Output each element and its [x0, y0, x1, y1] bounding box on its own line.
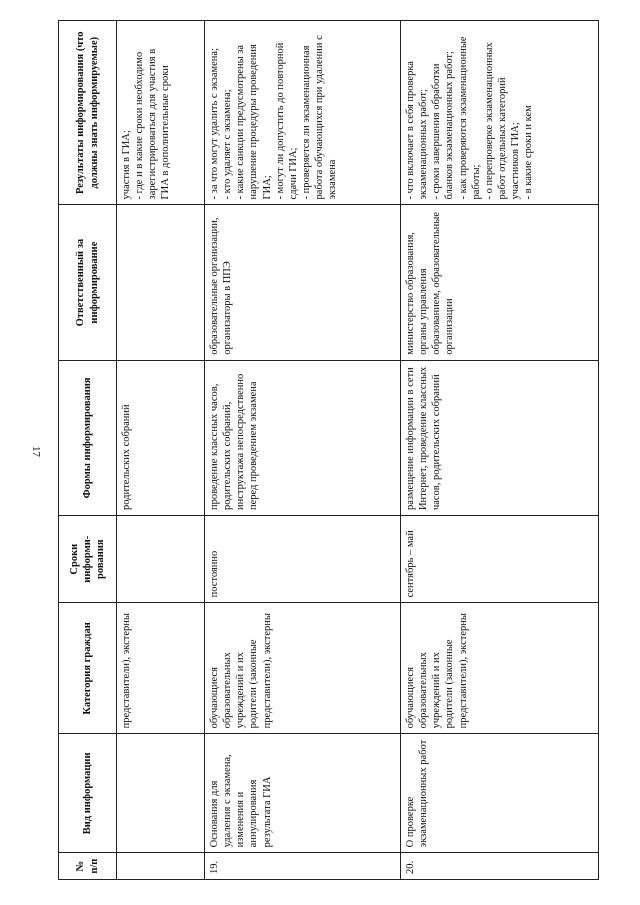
cell-category: представители), экстерны — [117, 603, 205, 734]
cell-responsible: министерство образования, органы управления образованием, образовательные организации — [401, 205, 599, 360]
cell-responsible — [117, 205, 205, 360]
cell-forms: проведение классных часов, родительских собраний, инструктажа непосредственно перед проведением экзамена — [205, 360, 401, 515]
cell-num — [117, 853, 205, 880]
result-line: - где и в какие сроки необходимо зарегистрироваться для участия в ГИА в дополнительные сроки — [134, 48, 172, 200]
header-forms: Формы информирования — [59, 360, 117, 515]
table-row — [205, 21, 401, 880]
result-line: - кто удаляет с экзамена; — [222, 89, 234, 200]
cell-results — [117, 21, 205, 205]
header-timing: Сроки информи-рования — [59, 516, 117, 603]
result-line: - за что могут удалить с экзамена; — [209, 48, 220, 200]
result-line: - какие санкции предусмотрены за нарушение процедуры проведения ГИА; — [235, 44, 273, 200]
cell-results — [401, 21, 599, 205]
cell-timing: сентябрь – май — [401, 516, 599, 603]
cell-type: Основания для удаления с экзамена, изменения и аннулирования результата ГИА — [205, 734, 401, 853]
header-category: Категория граждан — [59, 603, 117, 734]
table-row — [401, 21, 599, 880]
cell-type: О проверке экзаменационных работ — [401, 734, 599, 853]
page-number: 17 — [30, 446, 42, 457]
result-line: - о перепроверке экзаменационных работ отдельных категорий участников ГИА; — [483, 42, 521, 200]
result-line: - как проверяются экзаменационные работы; — [457, 36, 482, 200]
header-type: Вид информации — [59, 734, 117, 853]
result-line: - в какие сроки и кем — [523, 105, 535, 200]
table-header-row — [59, 21, 117, 880]
cell-responsible: образовательные организации, организаторы в ППЭ — [205, 205, 401, 360]
cell-type — [117, 734, 205, 853]
result-line: - сроки завершения обработки бланков экзаменационных работ; — [431, 51, 456, 200]
cell-num: 19. — [205, 853, 401, 880]
header-results: Результаты информирования (что должны знать информируемые) — [59, 21, 117, 205]
cell-category: обучающиеся образовательных учреждений и их родители (законные представители), экстерны — [205, 603, 401, 734]
table-row — [117, 21, 205, 880]
header-num: № п/п — [59, 853, 117, 880]
cell-forms: размещение информации в сети Интернет, проведение классных часов, родительских собраний — [401, 360, 599, 515]
cell-results — [205, 21, 401, 205]
cell-category: обучающиеся образовательных учреждений и их родители (законные представители), экстерны — [401, 603, 599, 734]
result-line: - могут ли допустить до повторной сдачи ГИА; — [274, 42, 299, 200]
result-line: - что включает в себя проверка экзаменационных работ; — [405, 61, 430, 200]
cell-timing — [117, 516, 205, 603]
rotated-table-container — [58, 20, 598, 880]
header-responsible: Ответственный за информирование — [59, 205, 117, 360]
result-line: - проверяется ли экзаменационная работа обучающихся при удалении с экзамена — [300, 35, 339, 200]
cell-timing: постоянно — [205, 516, 401, 603]
cell-num: 20. — [401, 853, 599, 880]
result-line: участия в ГИА; — [121, 130, 132, 200]
information-table — [58, 20, 599, 880]
cell-forms: родительских собраний — [117, 360, 205, 515]
